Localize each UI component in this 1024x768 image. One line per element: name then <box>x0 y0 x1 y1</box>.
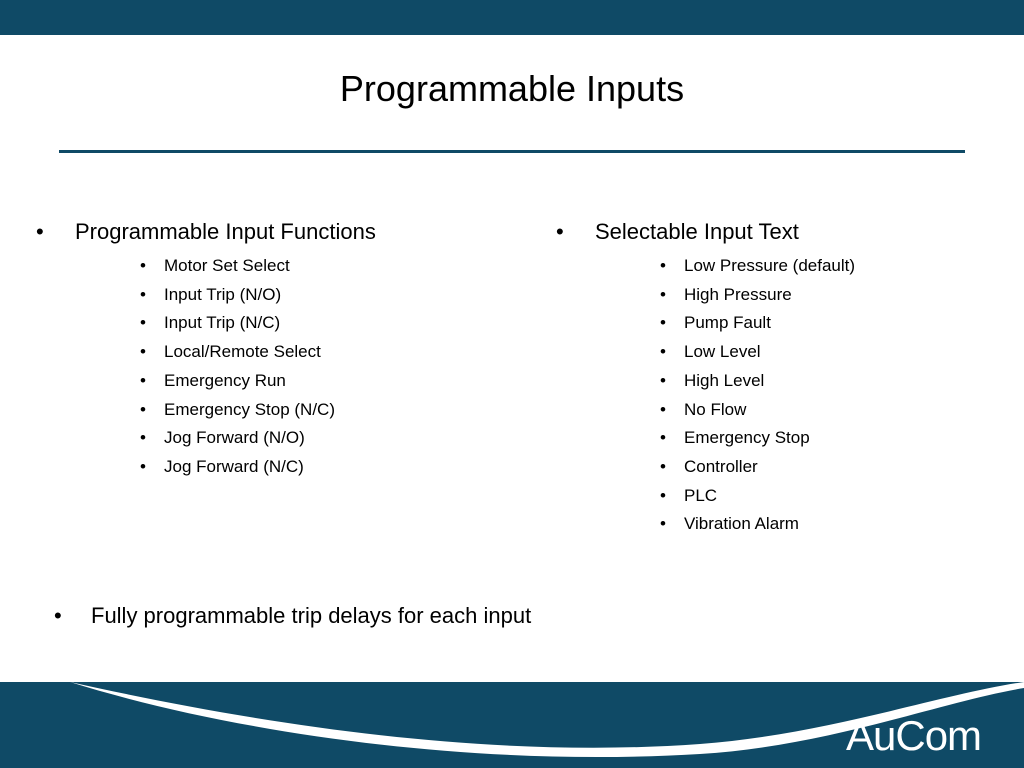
bullet-icon: • <box>140 456 146 476</box>
list-item <box>36 396 376 425</box>
bullet-icon: • <box>140 342 146 362</box>
list-item <box>556 281 855 310</box>
list-item-text: Emergency Stop <box>684 428 810 448</box>
bullet-icon: • <box>660 370 666 390</box>
list-item-text: PLC <box>684 485 718 505</box>
list-item-text: High Pressure <box>684 284 792 304</box>
bullet-icon: • <box>36 219 44 244</box>
list-item <box>556 309 855 338</box>
list-item <box>556 338 855 367</box>
bullet-icon: • <box>660 485 666 505</box>
list-item-text: High Level <box>684 370 765 390</box>
bullet-icon: • <box>660 428 666 448</box>
bullet-icon: • <box>660 456 666 476</box>
list-item <box>36 281 376 310</box>
list-item <box>556 367 855 396</box>
slide-title: Programmable Inputs <box>339 68 685 109</box>
bullet-icon: • <box>660 399 666 419</box>
bullet-icon: • <box>556 219 564 244</box>
list-item <box>556 482 855 511</box>
bullet-icon: • <box>660 342 666 362</box>
bullet-icon: • <box>140 428 146 448</box>
list-item <box>36 424 376 453</box>
bullet-icon: • <box>660 514 666 534</box>
list-item <box>556 424 855 453</box>
list-item-text: Input Trip (N/C) <box>164 313 281 333</box>
list-item-text: Jog Forward (N/C) <box>164 456 304 476</box>
aucom-logo: AuCom <box>846 712 982 759</box>
left-column <box>36 218 376 482</box>
list-item-text: Emergency Run <box>164 370 286 390</box>
bullet-icon: • <box>140 313 146 333</box>
bullet-icon: • <box>140 256 146 275</box>
list-item-text: Pump Fault <box>684 313 771 333</box>
footer-bullet-point <box>54 602 531 630</box>
bullet-icon: • <box>140 370 146 390</box>
list-item <box>556 510 855 539</box>
input-functions-list <box>36 252 376 482</box>
left-column-heading-row <box>36 218 376 246</box>
list-item-text: Input Trip (N/O) <box>164 284 282 304</box>
bullet-icon: • <box>54 603 62 628</box>
list-item <box>36 309 376 338</box>
bullet-icon: • <box>660 313 666 333</box>
top-header-band <box>0 0 1024 35</box>
list-item <box>36 367 376 396</box>
input-text-list <box>556 252 855 539</box>
list-item-text: Low Level <box>684 342 761 362</box>
list-item <box>36 453 376 482</box>
list-item-text: Jog Forward (N/O) <box>164 428 305 448</box>
bullet-icon: • <box>140 284 146 304</box>
list-item-text: No Flow <box>684 399 747 419</box>
list-item <box>556 252 855 281</box>
left-column-heading: Programmable Input Functions <box>75 219 376 244</box>
list-item-text: Local/Remote Select <box>164 342 321 362</box>
right-column-heading: Selectable Input Text <box>595 219 799 244</box>
list-item <box>36 252 376 281</box>
right-column-heading-row <box>556 218 855 246</box>
bullet-icon: • <box>660 284 666 304</box>
right-column <box>556 218 855 539</box>
list-item <box>556 396 855 425</box>
list-item <box>556 453 855 482</box>
list-item-text: Emergency Stop (N/C) <box>164 399 335 419</box>
footer-point-text: Fully programmable trip delays for each input <box>91 603 532 628</box>
title-divider <box>59 150 965 153</box>
list-item-text: Motor Set Select <box>164 256 290 275</box>
list-item-text: Controller <box>684 456 758 476</box>
bullet-icon: • <box>660 256 666 275</box>
list-item-text: Vibration Alarm <box>684 514 799 534</box>
bullet-icon: • <box>140 399 146 419</box>
list-item-text: Low Pressure (default) <box>684 256 856 275</box>
list-item <box>36 338 376 367</box>
